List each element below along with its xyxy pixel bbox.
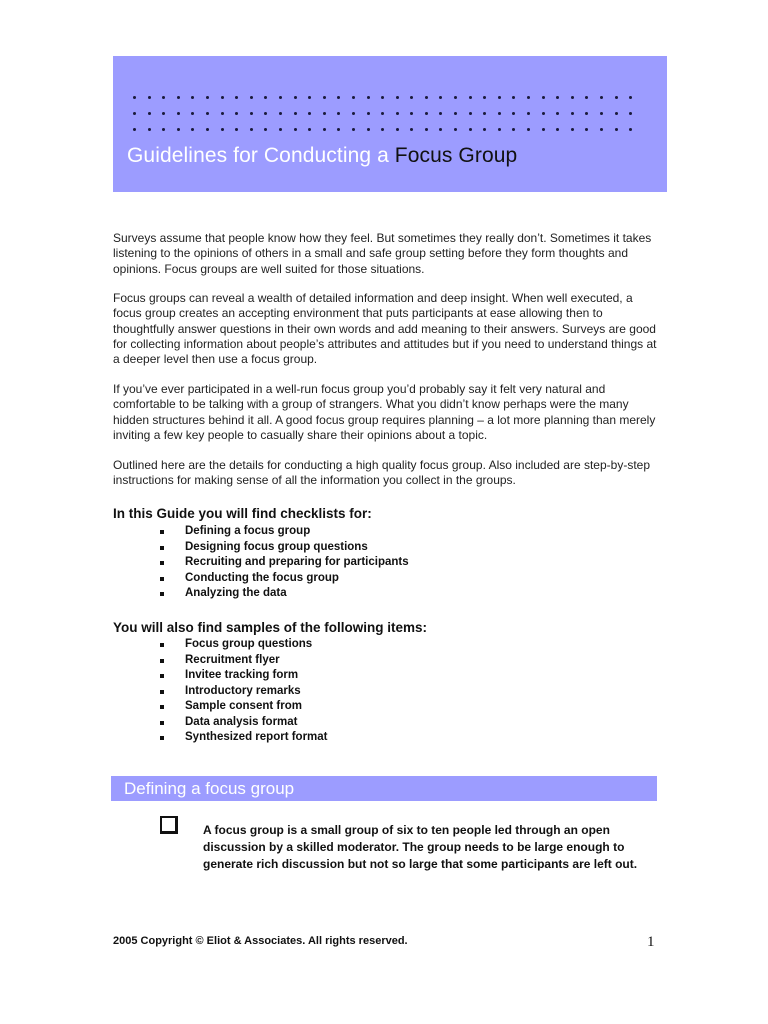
section-title: Defining a focus group — [124, 779, 295, 798]
dot — [498, 128, 501, 131]
list-item-label: Synthesized report format — [185, 731, 328, 743]
dot — [323, 112, 326, 115]
dot — [512, 96, 515, 99]
dot — [221, 112, 224, 115]
footer-copyright: 2005 Copyright © Eliot & Associates. All rights reserved. — [113, 935, 408, 947]
list-item — [160, 586, 409, 602]
title-prefix: Guidelines for Conducting a — [127, 144, 395, 167]
dot — [396, 112, 399, 115]
dot — [425, 128, 428, 131]
dot — [439, 112, 442, 115]
dot — [381, 128, 384, 131]
dot — [600, 112, 603, 115]
bullet-icon — [160, 546, 164, 550]
dot — [600, 96, 603, 99]
bullet-icon — [160, 659, 164, 663]
dot — [556, 128, 559, 131]
dot — [264, 96, 267, 99]
dot — [615, 96, 618, 99]
page-title — [127, 144, 517, 168]
page-number: 1 — [647, 934, 655, 950]
dot — [235, 128, 238, 131]
dot — [512, 128, 515, 131]
samples-heading: You will also find samples of the following items: — [113, 620, 428, 635]
dot — [221, 96, 224, 99]
dot — [250, 128, 253, 131]
dot-row — [133, 121, 644, 137]
list-item — [160, 571, 409, 587]
dot — [294, 96, 297, 99]
dot — [191, 112, 194, 115]
dot — [571, 96, 574, 99]
dot — [542, 112, 545, 115]
dot — [469, 96, 472, 99]
list-item-label: Introductory remarks — [185, 684, 301, 697]
list-item-label: Recruiting and preparing for participants — [185, 556, 409, 568]
dot — [629, 112, 632, 115]
checklists-list — [160, 524, 409, 602]
list-item-label: Designing focus group questions — [185, 540, 368, 553]
dot — [629, 128, 632, 131]
dot — [556, 112, 559, 115]
dot — [221, 128, 224, 131]
dot — [264, 112, 267, 115]
bullet-icon — [160, 705, 164, 709]
list-item — [160, 699, 328, 715]
dot — [206, 112, 209, 115]
list-item-label: Conducting the focus group — [185, 571, 339, 584]
dot — [177, 112, 180, 115]
dot — [615, 128, 618, 131]
dot — [294, 128, 297, 131]
dot — [352, 128, 355, 131]
dot — [396, 128, 399, 131]
list-item — [160, 684, 328, 700]
bullet-icon — [160, 577, 164, 581]
dot — [162, 112, 165, 115]
dot — [527, 112, 530, 115]
dot — [585, 128, 588, 131]
dot-row — [133, 89, 644, 105]
dot — [162, 96, 165, 99]
dot — [177, 128, 180, 131]
dot — [294, 112, 297, 115]
list-item-label: Recruitment flyer — [185, 653, 280, 666]
list-item-label: Defining a focus group — [185, 525, 311, 537]
dot — [308, 128, 311, 131]
dot — [337, 128, 340, 131]
dot — [483, 112, 486, 115]
checkbox-icon — [160, 816, 178, 834]
list-item — [160, 653, 328, 669]
definition-text: A focus group is a small group of six to ten people led through an open discussion by a skilled moderator. The group needs to be large enough to generate rich discussion but not so large that some participants are left out. — [203, 823, 638, 871]
dot — [425, 112, 428, 115]
list-item — [160, 668, 328, 684]
dot — [162, 128, 165, 131]
dot — [542, 128, 545, 131]
dot — [133, 112, 136, 115]
dot — [615, 112, 618, 115]
bullet-icon — [160, 643, 164, 647]
dot — [308, 112, 311, 115]
dot — [629, 96, 632, 99]
dot — [177, 96, 180, 99]
dot — [600, 128, 603, 131]
dot — [556, 96, 559, 99]
dot — [410, 96, 413, 99]
dot — [367, 112, 370, 115]
bullet-icon — [160, 530, 164, 534]
dot — [279, 112, 282, 115]
dot — [512, 112, 515, 115]
dot — [410, 112, 413, 115]
dot — [396, 96, 399, 99]
dot — [585, 112, 588, 115]
dot — [352, 96, 355, 99]
dot — [279, 96, 282, 99]
dot — [483, 128, 486, 131]
dot — [337, 96, 340, 99]
dot — [133, 128, 136, 131]
header-banner — [113, 56, 667, 192]
dot — [191, 96, 194, 99]
dot — [367, 96, 370, 99]
samples-list — [160, 637, 328, 746]
dot — [381, 112, 384, 115]
dot — [469, 128, 472, 131]
dot — [542, 96, 545, 99]
dot — [410, 128, 413, 131]
dot — [206, 128, 209, 131]
dot — [454, 112, 457, 115]
intro-paragraph-4: Outlined here are the details for conducting a high quality focus group. Also included are step-by-step instructions for making sense of all the information you collect in the groups. — [113, 458, 650, 488]
list-item-label: Analyzing the data — [185, 587, 287, 599]
list-item-label: Data analysis format — [185, 715, 298, 728]
dot — [206, 96, 209, 99]
dot — [439, 96, 442, 99]
dot — [439, 128, 442, 131]
dot — [323, 128, 326, 131]
dot-row — [133, 105, 644, 121]
dot — [527, 128, 530, 131]
bullet-icon — [160, 690, 164, 694]
list-item — [160, 637, 328, 653]
list-item — [160, 524, 409, 540]
dot — [498, 96, 501, 99]
dot — [352, 112, 355, 115]
dot — [148, 112, 151, 115]
dot — [571, 112, 574, 115]
dot — [337, 112, 340, 115]
dot — [527, 96, 530, 99]
dot — [469, 112, 472, 115]
dot — [264, 128, 267, 131]
list-item — [160, 730, 328, 746]
dot — [148, 128, 151, 131]
list-item-label: Focus group questions — [185, 638, 313, 650]
list-item-label: Sample consent from — [185, 700, 302, 712]
dot — [454, 96, 457, 99]
dot — [133, 96, 136, 99]
list-item — [160, 715, 328, 731]
dot — [498, 112, 501, 115]
dot — [483, 96, 486, 99]
intro-paragraph-1: Surveys assume that people know how they feel. But sometimes they really don’t. Sometimes it takes listening to the opinions of others in a small and safe group setting before they form thoughts and opinions. Focus groups are well suited for those situations. — [113, 231, 652, 276]
dot — [571, 128, 574, 131]
dot — [425, 96, 428, 99]
dot — [308, 96, 311, 99]
intro-paragraph-3: If you’ve ever participated in a well-run focus group you’d probably say it felt very natural and comfortable to be talking with a group of strangers. What you didn’t know perhaps were the many hidden structures behind it all. A good focus group requires planning – a lot more planning than merely inviting a few key people to casually share their opinions about a topic. — [113, 382, 656, 442]
intro-paragraph-2: Focus groups can reveal a wealth of detailed information and deep insight. When well executed, a focus group creates an accepting environment that puts participants at ease allowing then to thoughtfully answer questions in their own words and add meaning to their answers. Surveys are good for collecting information about people’s attributes and attitudes but if you need to understand things at a deeper level then use a focus group. — [113, 291, 657, 367]
title-accent: Focus Group — [394, 144, 518, 167]
bullet-icon — [160, 674, 164, 678]
dot — [367, 128, 370, 131]
dot — [148, 96, 151, 99]
dot — [381, 96, 384, 99]
dot-pattern — [133, 89, 644, 137]
dot — [454, 128, 457, 131]
dot — [235, 112, 238, 115]
dot — [250, 96, 253, 99]
dot — [585, 96, 588, 99]
list-item — [160, 555, 409, 571]
dot — [323, 96, 326, 99]
dot — [191, 128, 194, 131]
dot — [235, 96, 238, 99]
bullet-icon — [160, 561, 164, 565]
bullet-icon — [160, 592, 164, 596]
list-item — [160, 540, 409, 556]
checklists-heading: In this Guide you will find checklists for: — [113, 506, 372, 521]
bullet-icon — [160, 736, 164, 740]
list-item-label: Invitee tracking form — [185, 669, 299, 681]
dot — [250, 112, 253, 115]
bullet-icon — [160, 721, 164, 725]
dot — [279, 128, 282, 131]
section-header — [111, 776, 657, 801]
